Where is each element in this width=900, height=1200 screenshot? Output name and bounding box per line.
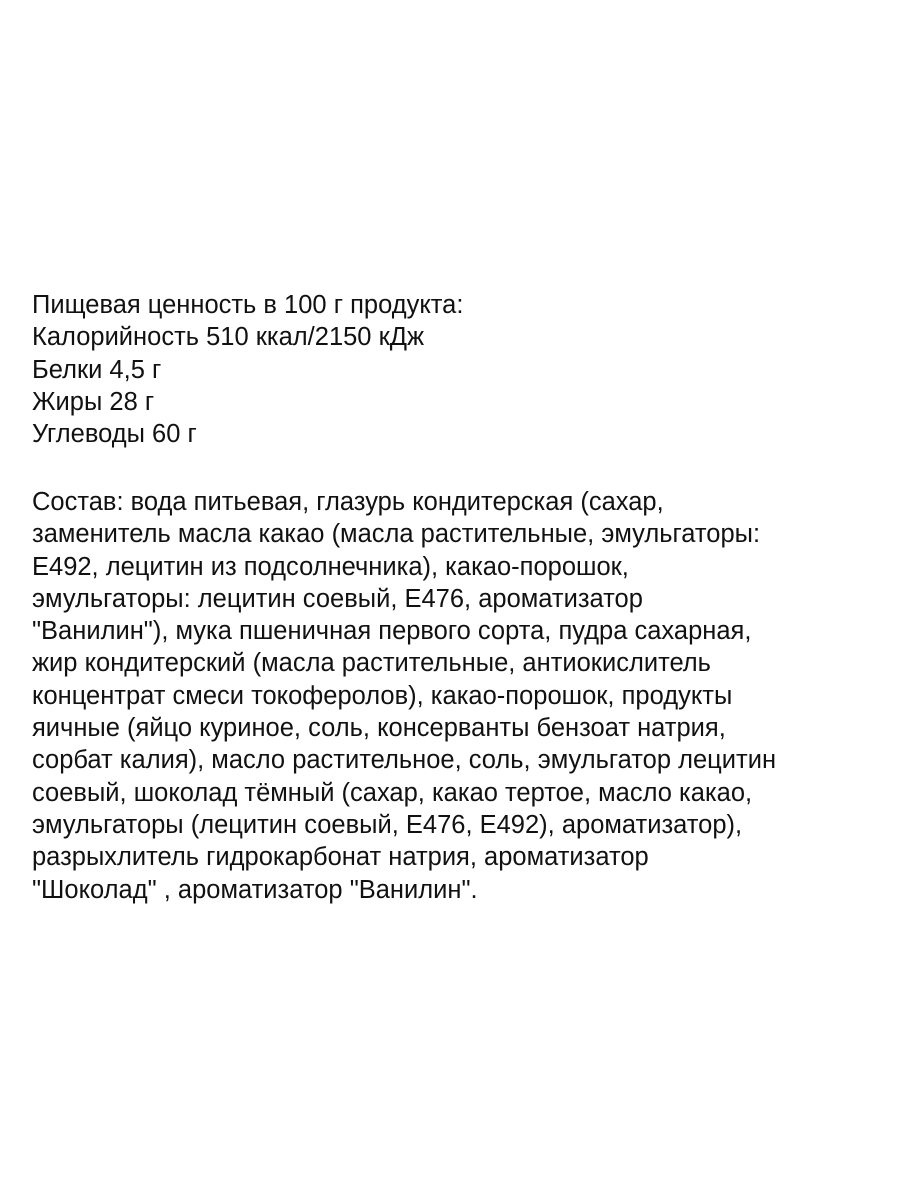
nutrition-protein: Белки 4,5 г <box>32 355 162 384</box>
ingredients-line: соевый, шоколад тёмный (сахар, какао тертое, масло какао, <box>32 778 753 807</box>
ingredients-line: Состав: вода питьевая, глазурь кондитерская (сахар, <box>32 488 664 516</box>
ingredients-line: эмульгаторы (лецитин соевый, Е476, Е492), ароматизатор), <box>32 810 743 839</box>
nutrition-fat: Жиры 28 г <box>32 387 155 416</box>
ingredients-line: яичные (яйцо куриное, соль, консерванты бензоат натрия, <box>32 714 726 743</box>
ingredients-line: разрыхлитель гидрокарбонат натрия, ароматизатор <box>32 843 649 872</box>
nutrition-heading: Пищевая ценность в 100 г продукта: <box>32 291 464 319</box>
nutrition-carbohydrates: Углеводы 60 г <box>32 420 197 449</box>
ingredients-line: "Шоколад" , ароматизатор "Ванилин". <box>32 875 478 904</box>
ingredients-line: заменитель масла какао (масла растительные, эмульгаторы: <box>32 520 761 549</box>
ingredients-line: сорбат калия), масло растительное, соль, эмульгатор лецитин <box>32 746 777 775</box>
ingredients-line: концентрат смеси токоферолов), какао-порошок, продукты <box>32 681 733 710</box>
nutrition-facts <box>32 289 882 450</box>
ingredients-line: эмульгаторы: лецитин соевый, Е476, ароматизатор <box>32 584 643 613</box>
ingredients-line: жир кондитерский (масла растительные, антиокислитель <box>32 649 711 678</box>
ingredients-line: Е492, лецитин из подсолнечника), какао-порошок, <box>32 552 629 581</box>
nutrition-calories: Калорийность 510 ккал/2150 кДж <box>32 323 425 352</box>
ingredients-list <box>32 486 882 906</box>
ingredients-line: "Ванилин"), мука пшеничная первого сорта, пудра сахарная, <box>32 617 752 646</box>
